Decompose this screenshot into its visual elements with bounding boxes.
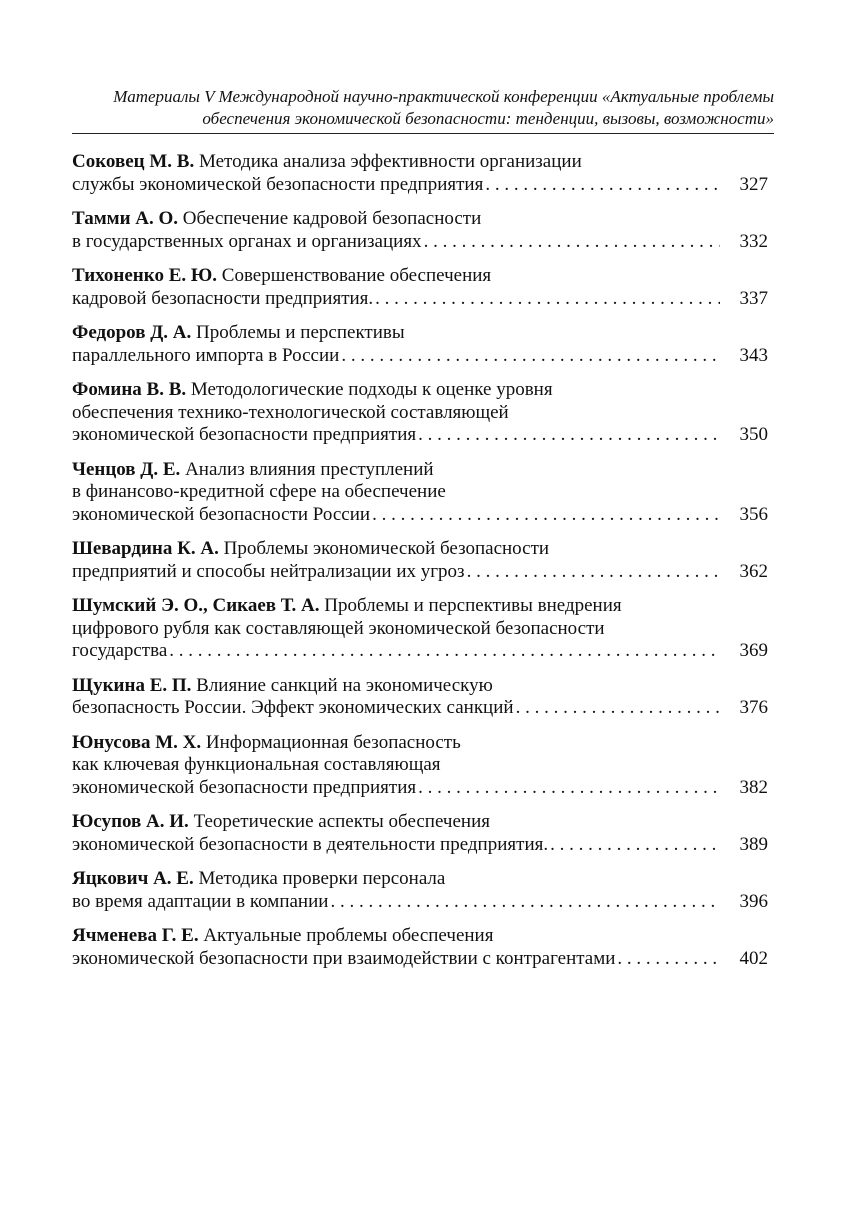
toc-entry-line: [72, 868, 768, 891]
dot-leader: [418, 424, 720, 447]
dot-leader: [467, 561, 720, 584]
toc-entry-line: [72, 481, 768, 504]
toc-entry[interactable]: [72, 151, 768, 196]
toc-entry-author: Шумский Э. О., Сикаев Т. А.: [72, 595, 320, 616]
toc-entry-line: [72, 322, 768, 345]
toc-entry-line: [72, 618, 768, 641]
toc-entry-line: [72, 231, 768, 254]
toc-entry-line: [72, 288, 768, 311]
toc-entry[interactable]: [72, 732, 768, 800]
toc-entry-line: [72, 777, 768, 800]
toc-entry[interactable]: [72, 595, 768, 663]
toc-entry-line: [72, 208, 768, 231]
toc-entry-line: [72, 504, 768, 527]
toc-page-number: 389: [739, 833, 768, 855]
toc-entry-line: [72, 595, 768, 618]
toc-page-number: 337: [739, 287, 768, 309]
header-line-2: обеспечения экономической безопасности: тенденции, вызовы, возможности»: [202, 109, 774, 128]
toc-entry-title: Актуальные проблемы обеспечения: [203, 925, 494, 946]
toc-entry-line: [72, 811, 768, 834]
toc-entry-line: [72, 424, 768, 447]
toc-entry-line: [72, 379, 768, 402]
dot-leader: [372, 504, 720, 527]
toc-page-number: 369: [739, 640, 768, 661]
toc-entry-author: Фомина В. В.: [72, 379, 187, 400]
toc-entry-line: [72, 925, 768, 948]
toc-entry-author: Тихоненко Е. Ю.: [72, 265, 218, 286]
toc-entry-title-tail: [72, 891, 328, 914]
toc-page-number: 356: [739, 503, 768, 525]
toc-entry-title: предприятий и способы нейтрализации их угроз: [72, 560, 465, 582]
toc-entry-author: Соковец М. В.: [72, 151, 195, 172]
toc-entry-title-tail: [72, 174, 483, 197]
toc-entry-line: [72, 948, 768, 971]
toc-entry-line: [72, 754, 768, 777]
toc-entry-title: Методика проверки персонала: [198, 868, 446, 889]
toc-entry-line: [72, 345, 768, 368]
toc-page-number: 402: [739, 947, 768, 969]
toc-entry-title: обеспечения технико-технологической составляющей: [72, 401, 509, 423]
toc-entry-line: [72, 640, 768, 663]
toc-entry-author: Юсупов А. И.: [72, 811, 189, 832]
toc-entry-author: Ячменева Г. Е.: [72, 925, 199, 946]
toc-entry-line: [72, 891, 768, 914]
toc-entry-title: службы экономической безопасности предприятия: [72, 173, 484, 195]
toc-entry-author: Шевардина К. А.: [72, 538, 219, 559]
toc-entry-author: Федоров Д. А.: [72, 322, 192, 343]
toc-entry-title-tail: [72, 777, 416, 800]
toc-entry-title: как ключевая функциональная составляющая: [72, 754, 441, 775]
toc-entry[interactable]: [72, 675, 768, 720]
toc-page-number: 332: [739, 230, 768, 252]
toc-page-number: 382: [739, 776, 768, 798]
toc-entry-title: Методологические подходы к оценке уровня: [190, 379, 553, 400]
toc-entry-title: Методика анализа эффективности организации: [198, 151, 582, 172]
toc-entry-title-tail: [72, 231, 422, 254]
header-rule: [72, 133, 774, 134]
dot-leader: [341, 345, 720, 368]
toc-entry-title: безопасность России. Эффект экономических санкций: [72, 697, 514, 718]
toc-entry-title-tail: [72, 834, 548, 857]
table-of-contents: [72, 151, 768, 982]
dot-leader: [169, 640, 720, 663]
dot-leader: [418, 777, 720, 800]
toc-entry[interactable]: [72, 811, 768, 856]
toc-page-number: 343: [739, 344, 768, 366]
toc-entry-title: экономической безопасности предприятия: [72, 776, 417, 798]
toc-entry-line: [72, 732, 768, 755]
dot-leader: [330, 891, 720, 914]
toc-entry-title-tail: [72, 424, 416, 447]
dot-leader: [516, 697, 720, 720]
dot-leader: [617, 948, 720, 971]
toc-entry-line: [72, 697, 768, 720]
toc-entry-title: экономической безопасности при взаимодействии с контрагентами: [72, 947, 616, 969]
dot-leader: [550, 834, 720, 857]
toc-entry-author: Яцкович А. Е.: [72, 868, 194, 889]
toc-entry-title: Проблемы и перспективы: [196, 322, 405, 343]
toc-entry-title: экономической безопасности России: [72, 503, 371, 525]
toc-entry-title: Теоретические аспекты обеспечения: [193, 811, 490, 832]
toc-entry-title: кадровой безопасности предприятия.: [72, 287, 374, 309]
toc-entry-title: Информационная безопасность: [205, 731, 461, 753]
toc-entry-title-tail: [72, 504, 370, 527]
dot-leader: [485, 174, 720, 197]
dot-leader: [375, 288, 720, 311]
toc-entry[interactable]: [72, 459, 768, 527]
toc-entry-author: Щукина Е. П.: [72, 674, 192, 696]
toc-entry-title: Проблемы экономической безопасности: [223, 538, 550, 559]
toc-entry-line: [72, 459, 768, 482]
toc-entry-title: государства: [72, 640, 168, 661]
toc-entry-title: в финансово-кредитной сфере на обеспечение: [72, 481, 446, 502]
toc-page-number: 327: [739, 173, 768, 195]
toc-page-number: 396: [739, 890, 768, 912]
toc-page-number: 376: [739, 697, 768, 718]
toc-entry-title: во время адаптации в компании: [72, 890, 329, 912]
toc-entry-title-tail: [72, 640, 167, 663]
toc-entry[interactable]: [72, 868, 768, 913]
toc-entry-author: Тамми А. О.: [72, 208, 179, 229]
toc-entry-title: параллельного импорта в России: [72, 344, 340, 366]
toc-entry[interactable]: [72, 265, 768, 310]
toc-entry-line: [72, 151, 768, 174]
toc-entry-title: Проблемы и перспективы внедрения: [324, 595, 622, 616]
toc-page-number: 362: [739, 560, 768, 582]
toc-entry-title: Влияние санкций на экономическую: [196, 674, 493, 696]
toc-entry-line: [72, 675, 768, 698]
toc-entry-title-tail: [72, 561, 465, 584]
running-header: [72, 86, 774, 130]
toc-entry-line: [72, 561, 768, 584]
toc-entry-title: экономической безопасности предприятия: [72, 424, 417, 445]
toc-entry-title-tail: [72, 948, 615, 971]
toc-entry[interactable]: [72, 208, 768, 253]
toc-entry[interactable]: [72, 322, 768, 367]
toc-entry-line: [72, 402, 768, 425]
toc-entry-title: Совершенствование обеспечения: [221, 265, 492, 286]
toc-page-number: 350: [739, 424, 768, 445]
toc-entry-line: [72, 174, 768, 197]
toc-entry[interactable]: [72, 538, 768, 583]
toc-entry-title-tail: [72, 345, 339, 368]
toc-entry-title: Анализ влияния преступлений: [185, 458, 434, 480]
toc-entry-title-tail: [72, 288, 373, 311]
toc-entry-author: Юнусова М. Х.: [72, 731, 202, 753]
toc-entry-title: Обеспечение кадровой безопасности: [182, 208, 482, 229]
toc-entry-title: цифрового рубля как составляющей экономической безопасности: [72, 617, 605, 639]
toc-entry-line: [72, 265, 768, 288]
header-line-1: Материалы V Международной научно-практической конференции «Актуальные проблемы: [113, 87, 774, 106]
toc-entry-title: экономической безопасности в деятельности предприятия.: [72, 833, 549, 855]
toc-entry[interactable]: [72, 379, 768, 447]
toc-entry[interactable]: [72, 925, 768, 970]
dot-leader: [424, 231, 720, 254]
toc-entry-title-tail: [72, 697, 514, 720]
toc-entry-author: Ченцов Д. Е.: [72, 458, 181, 480]
toc-entry-title: в государственных органах и организациях: [72, 230, 422, 252]
toc-entry-line: [72, 538, 768, 561]
toc-entry-line: [72, 834, 768, 857]
